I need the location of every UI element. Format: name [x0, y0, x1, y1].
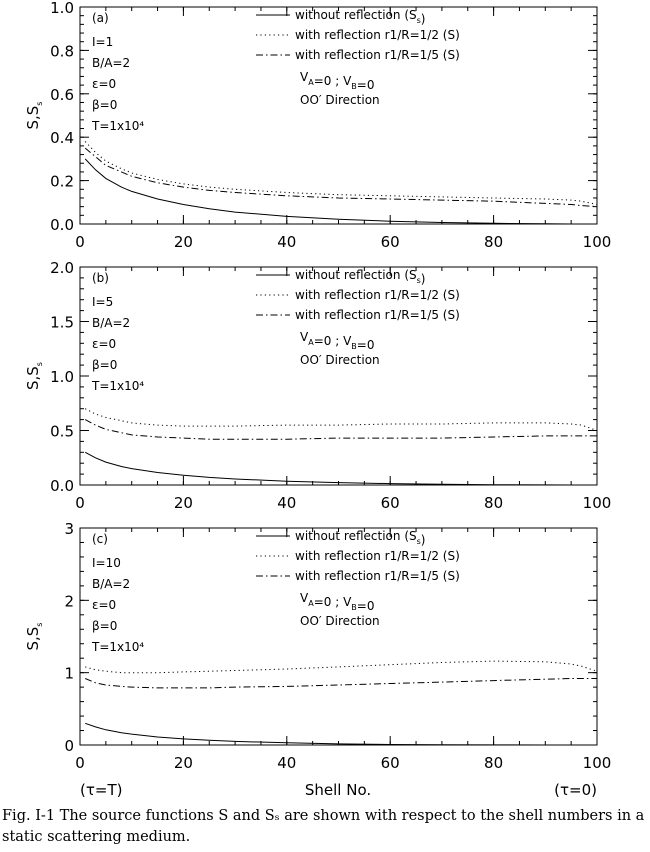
direction-label: OO′ Direction [300, 353, 380, 367]
y-tick-label: 0.5 [50, 422, 74, 441]
chart-panel-c [24, 520, 611, 772]
series-line-solid [85, 723, 597, 745]
y-tick-label: 0.2 [50, 172, 74, 191]
x-tick-label: 100 [582, 233, 612, 251]
velocity-note: $V_A=0$ ; $V_B=0$ [300, 70, 375, 92]
y-tick-label: 1 [64, 664, 74, 683]
series-line-dotted [85, 142, 597, 205]
y-axis-label: $S,S_s$ [24, 622, 44, 651]
x-tick-label: 100 [582, 754, 612, 772]
parameter-text: ε=0 [92, 337, 117, 351]
parameter-text: I=5 [92, 295, 114, 309]
series-line-dashdot [85, 679, 597, 688]
y-tick-label: 1.0 [50, 0, 74, 17]
series-line-dotted [85, 661, 597, 673]
y-tick-label: 0.0 [50, 216, 74, 234]
x-tick-label: 0 [75, 754, 85, 772]
parameter-text: I=10 [92, 556, 121, 570]
x-tick-label: 0 [75, 233, 85, 251]
parameter-text: T=1x10⁴ [92, 119, 145, 133]
parameter-text: ε=0 [92, 77, 117, 91]
parameter-text: T=1x10⁴ [92, 640, 145, 654]
tau-left-note: (τ=T) [80, 781, 123, 799]
y-tick-label: 3 [64, 520, 74, 538]
direction-label: OO′ Direction [300, 614, 380, 628]
panel-label: (c) [92, 532, 108, 546]
parameter-text: β=0 [92, 98, 118, 112]
legend-entry: with reflection r1/R=1/2 (S) [295, 28, 460, 42]
parameter-text: I=1 [92, 35, 114, 49]
legend-entry: without reflection $(S_s)$ [295, 529, 426, 547]
parameter-text: B/A=2 [92, 577, 131, 591]
parameter-text: B/A=2 [92, 316, 131, 330]
y-tick-label: 2 [64, 592, 74, 611]
y-tick-label: 1.5 [50, 313, 74, 332]
y-tick-label: 2.0 [50, 259, 74, 277]
series-line-solid [85, 452, 597, 485]
legend-entry: with reflection r1/R=1/5 (S) [295, 308, 460, 322]
y-tick-label: 0.6 [50, 85, 74, 104]
y-tick-label: 0.0 [50, 477, 74, 495]
panel-label: (a) [92, 11, 109, 25]
parameter-text: ε=0 [92, 598, 117, 612]
parameter-text: β=0 [92, 619, 118, 633]
x-tick-label: 40 [277, 233, 297, 251]
x-axis-label: Shell No. [304, 781, 372, 799]
velocity-note: $V_A=0$ ; $V_B=0$ [300, 330, 375, 352]
x-tick-label: 60 [380, 494, 400, 512]
y-axis-label: $S,S_s$ [24, 362, 44, 390]
velocity-note: $V_A=0$ ; $V_B=0$ [300, 591, 375, 613]
x-tick-label: 0 [75, 494, 85, 512]
chart-panel-b [24, 259, 611, 512]
x-tick-label: 20 [173, 233, 193, 251]
x-tick-label: 80 [484, 494, 504, 512]
series-line-dashdot [85, 420, 597, 440]
parameter-text: β=0 [92, 358, 118, 372]
legend-entry: without reflection $(S_s)$ [295, 8, 426, 26]
series-line-dashdot [85, 148, 597, 207]
legend-entry: without reflection $(S_s)$ [295, 268, 426, 286]
parameter-text: T=1x10⁴ [92, 379, 145, 393]
x-tick-label: 20 [173, 754, 193, 772]
y-axis-label: $S,S_s$ [24, 101, 44, 130]
y-tick-label: 0 [64, 737, 74, 755]
x-tick-label: 60 [380, 233, 400, 251]
series-line-solid [85, 159, 597, 224]
panel-label: (b) [92, 271, 109, 285]
parameter-text: B/A=2 [92, 56, 131, 70]
tau-right-note: (τ=0) [554, 781, 597, 799]
figure-caption: Fig. I-1 The source functions S and Sₛ are shown with respect to the shell numbers in a static scattering medium. [2, 808, 645, 845]
x-tick-label: 80 [484, 233, 504, 251]
x-tick-label: 20 [173, 494, 193, 512]
x-tick-label: 80 [484, 754, 504, 772]
legend-entry: with reflection r1/R=1/5 (S) [295, 48, 460, 62]
x-tick-label: 40 [277, 494, 297, 512]
x-tick-label: 60 [380, 754, 400, 772]
legend-entry: with reflection r1/R=1/5 (S) [295, 569, 460, 583]
chart-panel-a [24, 0, 611, 251]
x-tick-label: 40 [277, 754, 297, 772]
y-tick-label: 1.0 [50, 368, 74, 386]
y-tick-label: 0.4 [50, 129, 74, 148]
x-tick-label: 100 [582, 494, 612, 512]
series-line-dotted [85, 409, 597, 431]
legend-entry: with reflection r1/R=1/2 (S) [295, 549, 460, 563]
y-tick-label: 0.8 [50, 42, 74, 61]
legend-entry: with reflection r1/R=1/2 (S) [295, 288, 460, 302]
direction-label: OO′ Direction [300, 93, 380, 107]
